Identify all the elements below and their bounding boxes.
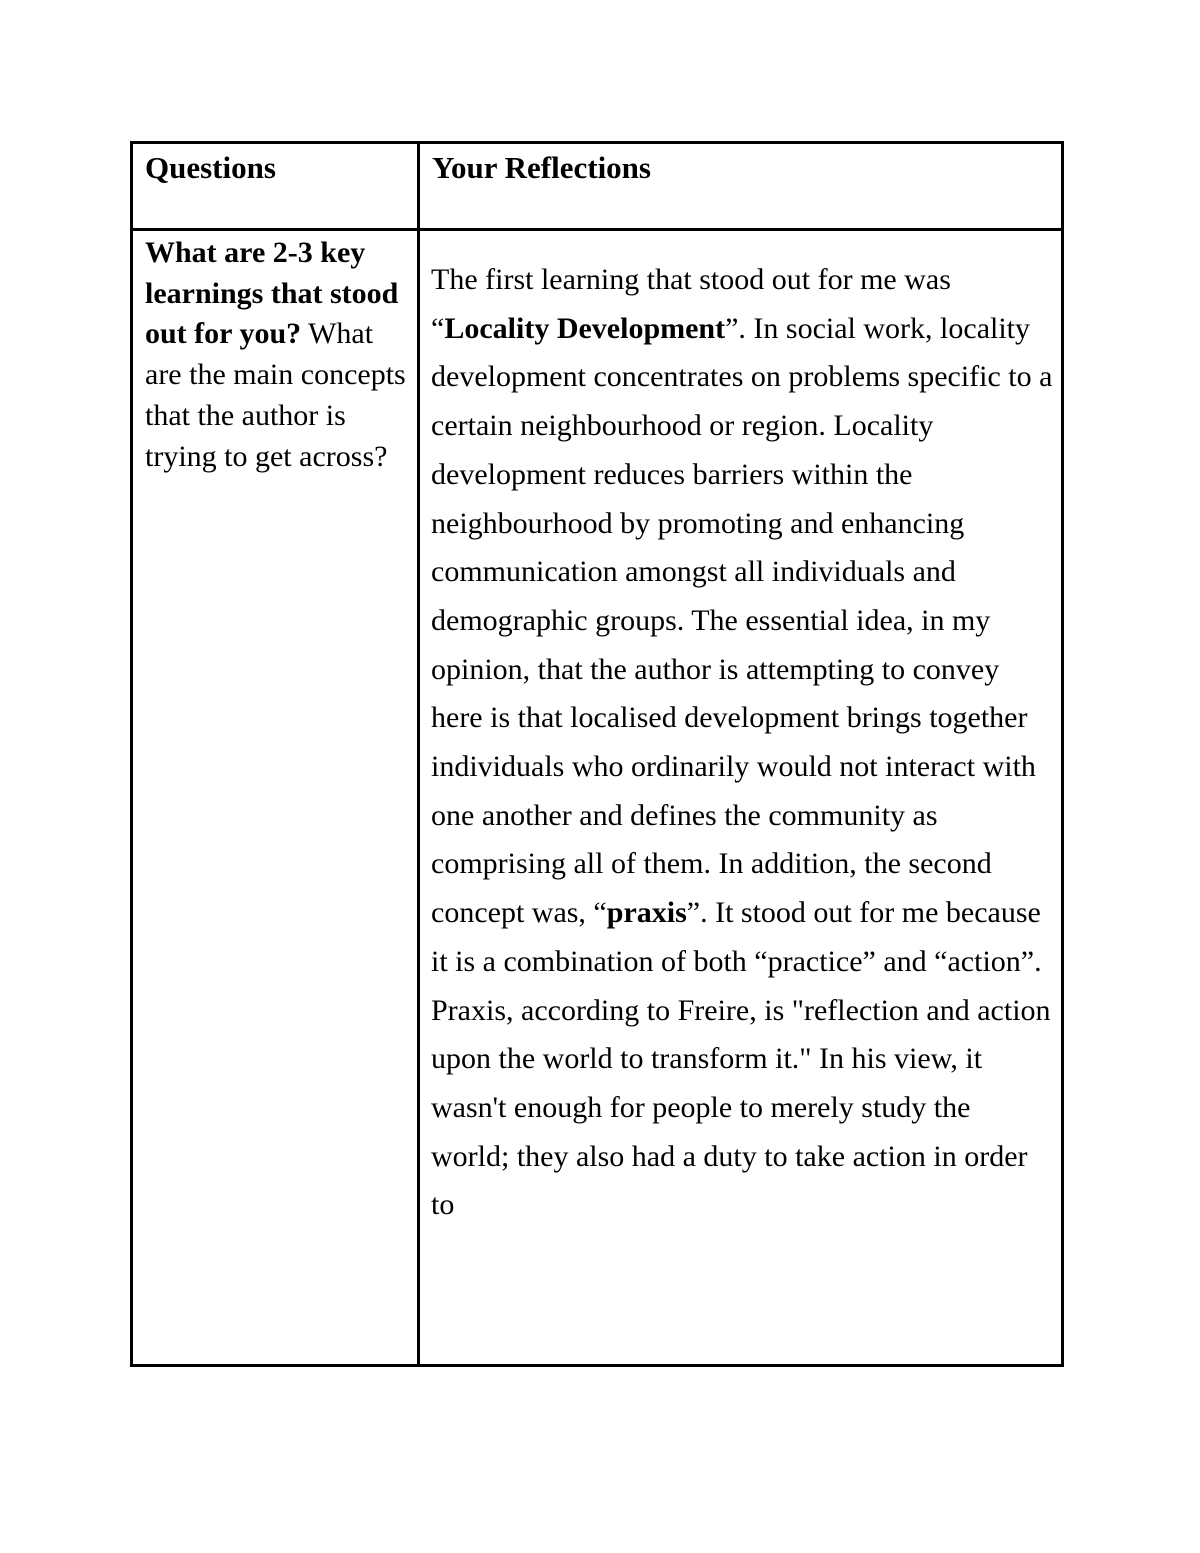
question-text [133,231,417,477]
table-header-row [132,143,1063,230]
question-cell [132,230,419,1366]
reflection-table [130,141,1064,1367]
header-reflections-label: Your Reflections [432,150,651,185]
question-bold-text: What are 2-3 key learnings that stood out for you? [145,236,399,351]
answer-term-locality-development: Locality Development [444,311,726,345]
table-row [132,230,1063,1366]
answer-cell [419,230,1063,1366]
answer-text [420,231,1061,1364]
answer-body-text: ”. In social work, locality development concentrates on problems specific to a certain neighbourhood or region. Locality development reduces barriers within the neighbourhood by promoting and enhancing communication amongst all individuals and demographic groups. The essential idea, in my opinion, that the author is attempting to convey here is that localised development brings together individuals who ordinarily would not interact with one another and defines the community as comprising all of them. In addition, the second concept was, “ [431,311,1053,930]
header-cell-questions [132,143,419,230]
question-rest-text: What are the main concepts that the author is trying to get across? [145,317,406,473]
header-cell-reflections [419,143,1063,230]
answer-intro-text: The first learning that stood out for me was “ [431,263,951,345]
header-questions-label: Questions [145,150,276,185]
answer-closing-text: ”. It stood out for me because it is a combination of both “practice” and “action”. Praxis, according to Freire, is "reflection and action upon the world to transform it." In his view, it wasn't enough for people to merely study the world; they also had a duty to take action in order to [431,896,1051,1222]
answer-term-praxis: praxis [606,896,687,930]
